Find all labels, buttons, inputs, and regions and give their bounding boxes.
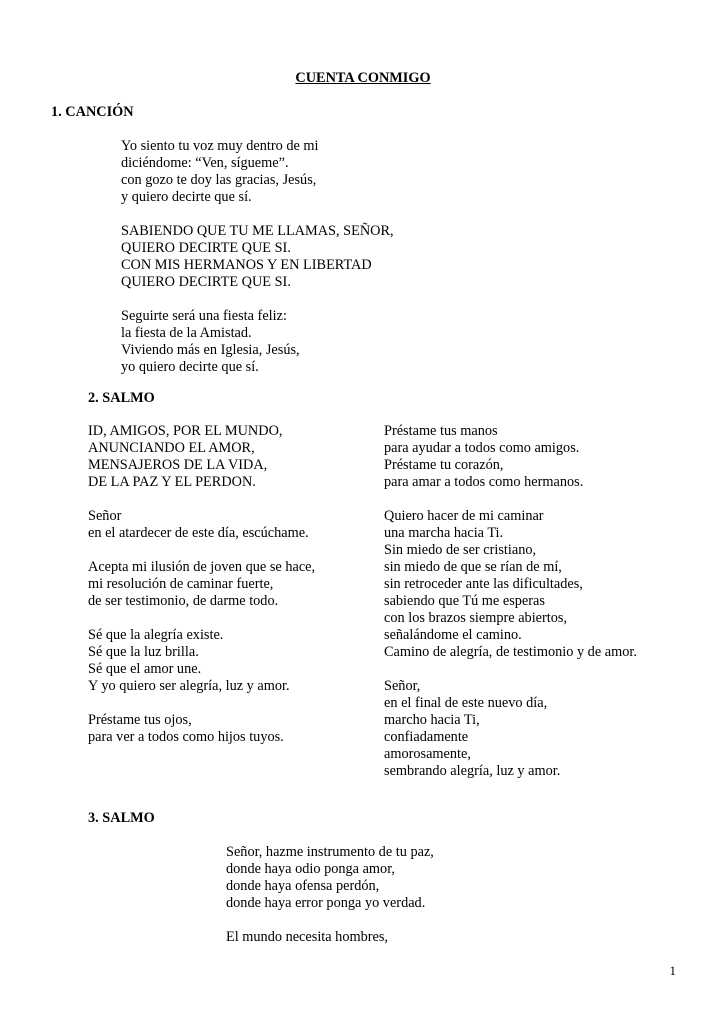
text-line: sembrando alegría, luz y amor. (384, 763, 561, 779)
text-line: en el final de este nuevo día, (384, 695, 548, 711)
stanza-gap (88, 542, 368, 559)
document-title: CUENTA CONMIGO (295, 70, 431, 86)
text-line: Señor (88, 508, 122, 524)
stanza-gap (226, 912, 434, 929)
text-line: CON MIS HERMANOS Y EN LIBERTAD (121, 257, 372, 273)
text-line: El mundo necesita hombres, (226, 929, 388, 945)
text-line: DE LA PAZ Y EL PERDON. (88, 474, 256, 490)
text-line: Y yo quiero ser alegría, luz y amor. (88, 678, 290, 694)
text-line: mi resolución de caminar fuerte, (88, 576, 274, 592)
text-line: QUIERO DECIRTE QUE SI. (121, 274, 291, 290)
text-line: Señor, (384, 678, 421, 694)
text-line: Sé que el amor une. (88, 661, 202, 677)
text-line: para amar a todos como hermanos. (384, 474, 584, 490)
stanza-gap (384, 491, 637, 508)
section-2-left-column (88, 423, 368, 746)
text-line: en el atardecer de este día, escúchame. (88, 525, 309, 541)
stanza-gap (88, 695, 368, 712)
text-line: para ver a todos como hijos tuyos. (88, 729, 284, 745)
text-line: MENSAJEROS DE LA VIDA, (88, 457, 268, 473)
text-line: Sé que la alegría existe. (88, 627, 224, 643)
text-line: SABIENDO QUE TU ME LLAMAS, SEÑOR, (121, 223, 394, 239)
text-line: señalándome el camino. (384, 627, 522, 643)
text-line: Quiero hacer de mi caminar (384, 508, 544, 524)
section-3-text (226, 844, 434, 946)
text-line: QUIERO DECIRTE QUE SI. (121, 240, 291, 256)
stanza-gap (88, 491, 368, 508)
text-line: y quiero decirte que sí. (121, 189, 252, 205)
text-line: marcho hacia Ti, (384, 712, 480, 728)
text-line: para ayudar a todos como amigos. (384, 440, 580, 456)
text-line: Viviendo más en Iglesia, Jesús, (121, 342, 300, 358)
text-line: Préstame tu corazón, (384, 457, 504, 473)
text-line: yo quiero decirte que sí. (121, 359, 259, 375)
text-line: Señor, hazme instrumento de tu paz, (226, 844, 434, 860)
text-line: Sin miedo de ser cristiano, (384, 542, 537, 558)
stanza-gap (88, 610, 368, 627)
text-line: sabiendo que Tú me esperas (384, 593, 545, 609)
stanza-gap (121, 206, 394, 223)
text-line: de ser testimonio, de darme todo. (88, 593, 279, 609)
text-line: Acepta mi ilusión de joven que se hace, (88, 559, 316, 575)
section-3-heading: 3. SALMO (88, 810, 155, 826)
stanza-gap (121, 291, 394, 308)
section-2-heading: 2. SALMO (88, 390, 155, 406)
text-line: diciéndome: “Ven, sígueme”. (121, 155, 289, 171)
text-line: la fiesta de la Amistad. (121, 325, 252, 341)
section-2-right-column (384, 423, 637, 780)
text-line: con los brazos siempre abiertos, (384, 610, 568, 626)
page-number: 1 (669, 963, 676, 978)
text-line: ID, AMIGOS, POR EL MUNDO, (88, 423, 283, 439)
text-line: donde haya odio ponga amor, (226, 861, 395, 877)
text-line: Seguirte será una fiesta feliz: (121, 308, 287, 324)
text-line: sin miedo de que se rían de mí, (384, 559, 562, 575)
section-1-heading: 1. CANCIÓN (51, 104, 134, 120)
text-line: Yo siento tu voz muy dentro de mi (121, 138, 319, 154)
text-line: Préstame tus manos (384, 423, 498, 439)
text-line: Sé que la luz brilla. (88, 644, 199, 660)
section-1-lyrics (121, 138, 394, 376)
text-line: donde haya error ponga yo verdad. (226, 895, 426, 911)
text-line: sin retroceder ante las dificultades, (384, 576, 583, 592)
text-line: Préstame tus ojos, (88, 712, 192, 728)
text-line: Camino de alegría, de testimonio y de amor. (384, 644, 637, 660)
text-line: con gozo te doy las gracias, Jesús, (121, 172, 317, 188)
text-line: donde haya ofensa perdón, (226, 878, 380, 894)
text-line: ANUNCIANDO EL AMOR, (88, 440, 255, 456)
text-line: confiadamente (384, 729, 469, 745)
text-line: una marcha hacia Ti. (384, 525, 504, 541)
stanza-gap (384, 661, 637, 678)
text-line: amorosamente, (384, 746, 471, 762)
